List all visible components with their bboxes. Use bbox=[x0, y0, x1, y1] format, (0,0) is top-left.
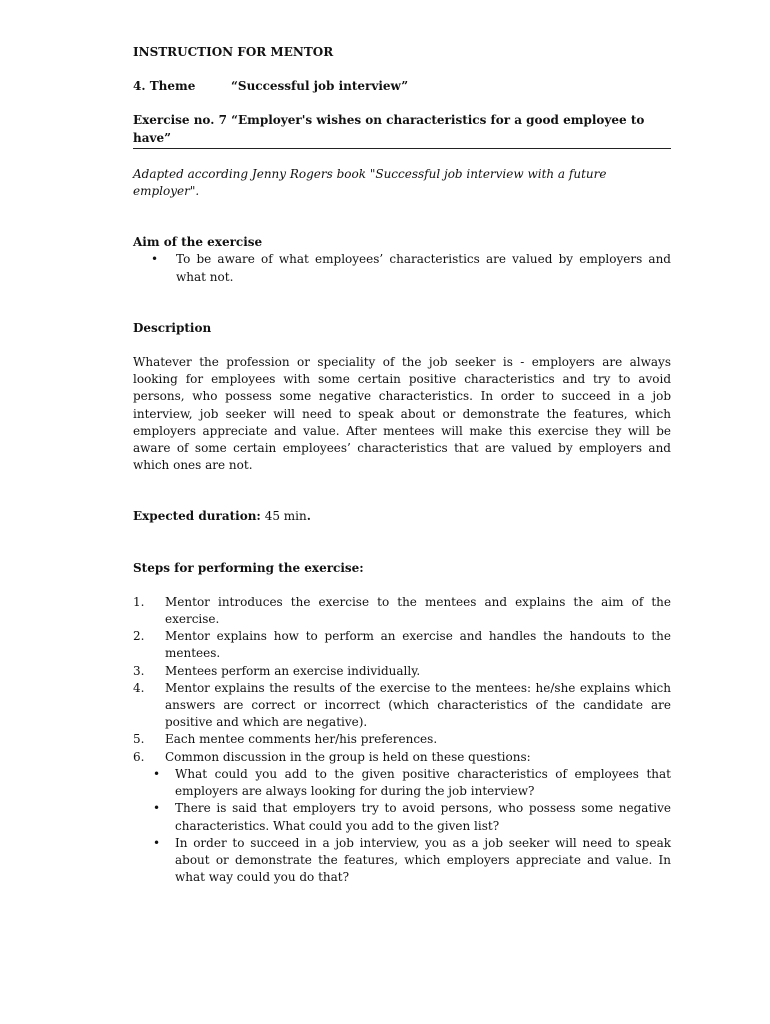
steps-title: Steps for performing the exercise: bbox=[133, 560, 364, 575]
step-number: 2. bbox=[133, 629, 145, 644]
discussion-questions bbox=[153, 766, 671, 886]
question-item bbox=[153, 835, 671, 887]
step-text: Mentor explains the results of the exercise to the mentees: he/she explains which answers are correct or incorrect (which characteristics of the candidate are positive and which are negative). bbox=[165, 680, 671, 730]
description-title: Description bbox=[133, 320, 212, 335]
step-item bbox=[133, 663, 671, 680]
step-text: Mentees perform an exercise individually. bbox=[165, 663, 421, 678]
step-number: 1. bbox=[133, 594, 145, 609]
step-text: Mentor introduces the exercise to the mentees and explains the aim of the exercise. bbox=[165, 594, 671, 627]
aim-title: Aim of the exercise bbox=[133, 235, 263, 250]
exercise-title: Exercise no. 7 “Employer's wishes on characteristics for a good employee to have” bbox=[133, 112, 671, 148]
step-item bbox=[133, 594, 671, 628]
step-number: 4. bbox=[133, 680, 145, 695]
step-number: 6. bbox=[133, 749, 145, 764]
duration-label: Expected duration: bbox=[133, 509, 261, 524]
bullet-icon: • bbox=[153, 835, 161, 850]
document-page bbox=[133, 44, 671, 886]
bullet-icon: • bbox=[153, 801, 161, 816]
step-text: Mentor explains how to perform an exercise and handles the handouts to the mentees. bbox=[165, 629, 671, 661]
step-item bbox=[133, 680, 671, 732]
question-text: In order to succeed in a job interview, you as a job seeker will need to speak about or demonstrate the features, which employers appreciate and value. In what way could you do that? bbox=[175, 835, 671, 885]
step-item bbox=[133, 731, 671, 748]
aim-section bbox=[133, 234, 671, 286]
step-item bbox=[133, 628, 671, 662]
theme-line bbox=[133, 78, 671, 95]
steps-list bbox=[133, 594, 671, 766]
duration-line bbox=[133, 508, 671, 525]
aim-bullet-text: To be aware of what employees’ characteristics are valued by employers and what not. bbox=[176, 252, 671, 284]
adapted-note: Adapted according Jenny Rogers book "Successful job interview with a future employer". bbox=[133, 166, 607, 199]
step-item bbox=[133, 749, 671, 766]
question-text: What could you add to the given positive characteristics of employees that employers are always looking for during the job interview? bbox=[175, 766, 671, 799]
step-text: Each mentee comments her/his preferences. bbox=[165, 732, 438, 747]
step-number: 5. bbox=[133, 732, 145, 747]
theme-label: 4. Theme bbox=[133, 79, 196, 94]
duration-suffix: . bbox=[306, 509, 311, 524]
step-number: 3. bbox=[133, 663, 145, 678]
question-text: There is said that employers try to avoid persons, who possess some negative characteristics. What could you add to the given list? bbox=[175, 801, 671, 833]
aim-bullet bbox=[133, 251, 671, 285]
bullet-icon: • bbox=[150, 252, 159, 267]
question-item bbox=[153, 800, 671, 834]
bullet-icon: • bbox=[153, 766, 161, 781]
theme-title: “Successful job interview” bbox=[231, 79, 409, 94]
question-item bbox=[153, 766, 671, 800]
step-text: Common discussion in the group is held on these questions: bbox=[165, 749, 531, 764]
instruction-heading: INSTRUCTION FOR MENTOR bbox=[133, 45, 334, 59]
description-body: Whatever the profession or speciality of the job seeker is - employers are always looking for employees with some certain positive characteristics and try to avoid persons, who possess some negative characteristics. In order to succeed in a job interview, job seeker will need to speak about or demonstrate the features, which employers appreciate and value. After mentees will make this exercise they will be aware of some certain employees’ characteristics that are valued by employers and which ones are not. bbox=[133, 355, 671, 473]
aim-list bbox=[133, 251, 671, 285]
duration-value: 45 min bbox=[264, 509, 307, 524]
